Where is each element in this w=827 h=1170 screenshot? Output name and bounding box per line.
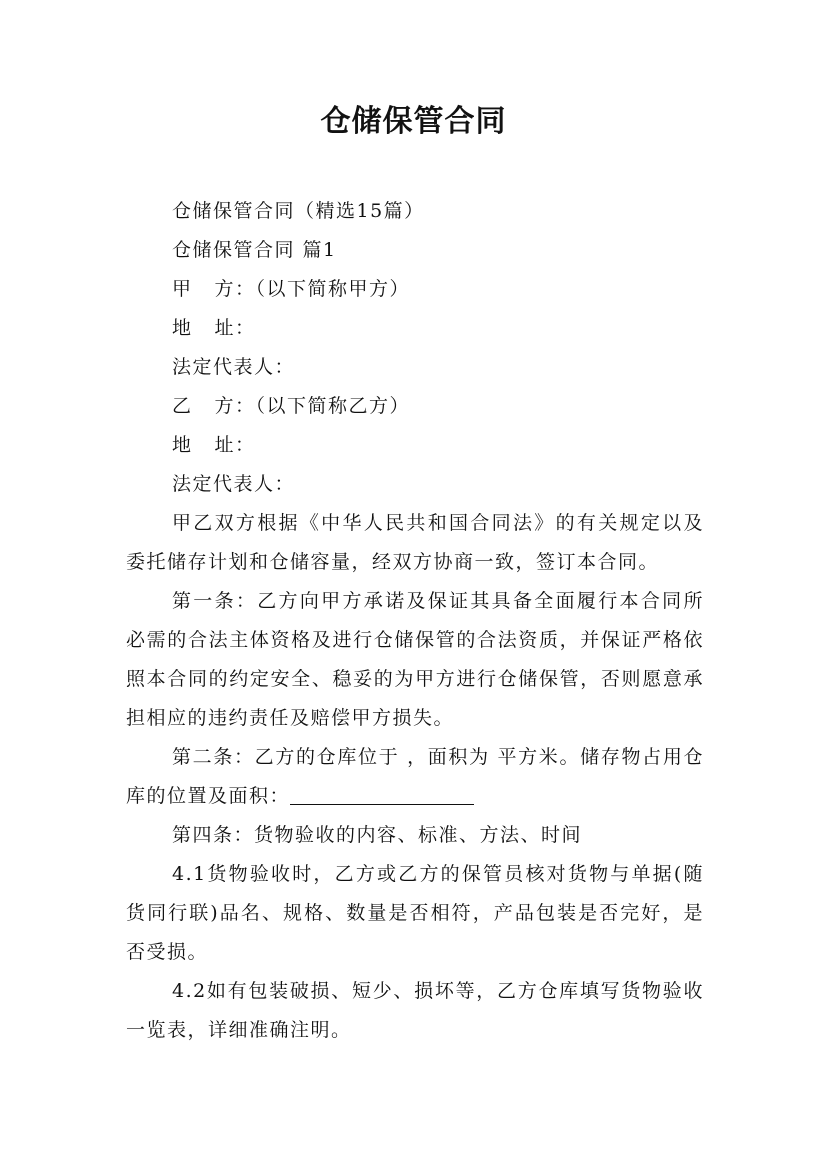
- chapter-line: 仓储保管合同 篇1: [172, 239, 337, 261]
- party-b-address-line: [126, 426, 704, 465]
- party-b-address-label-2: 址：: [214, 434, 256, 456]
- party-b-note: （以下简称乙方）: [255, 395, 411, 417]
- party-a-label-2: 方：: [214, 278, 256, 300]
- party-b-label-1: 乙: [172, 395, 193, 417]
- party-b-representative-line: 法定代表人：: [172, 473, 296, 495]
- document-body: [126, 192, 704, 1050]
- party-a-line: [126, 270, 704, 309]
- party-b-label-2: 方：: [214, 395, 256, 417]
- party-a-address-line: [126, 309, 704, 348]
- party-b-address-label-1: 地: [172, 434, 193, 456]
- party-a-address-label-1: 地: [172, 317, 193, 339]
- article-4-heading: 第四条：货物验收的内容、标准、方法、时间: [172, 824, 583, 846]
- document-title: 仓储保管合同: [320, 104, 507, 139]
- party-a-note: （以下简称甲方）: [255, 278, 411, 300]
- article-2-paragraph: [126, 738, 704, 816]
- article-1-paragraph: 第一条：乙方向甲方承诺及保证其具备全面履行本合同所必需的合法主体资格及进行仓储保管的合法资质，并保证严格依照本合同的约定安全、稳妥的为甲方进行仓储保管，否则愿意承担相应的违约责任及赔偿甲方损失。: [126, 590, 704, 729]
- party-a-representative-line: 法定代表人：: [172, 356, 296, 378]
- party-b-line: [126, 387, 704, 426]
- article-2-text: 第二条：乙方的仓库位于 ，面积为 平方米。储存物占用仓库的位置及面积：: [126, 746, 704, 807]
- clause-4-2-paragraph: 4.2如有包装破损、短少、损坏等，乙方仓库填写货物验收一览表，详细准确注明。: [126, 980, 704, 1041]
- fill-in-blank: [290, 803, 474, 805]
- party-a-label-1: 甲: [172, 278, 193, 300]
- party-a-address-label-2: 址：: [214, 317, 256, 339]
- subtitle-line: 仓储保管合同（精选15篇）: [172, 200, 425, 222]
- clause-4-1-paragraph: 4.1货物验收时，乙方或乙方的保管员核对货物与单据(随货同行联)品名、规格、数量是否相符，产品包装是否完好，是否受损。: [126, 863, 704, 963]
- preamble-paragraph: 甲乙双方根据《中华人民共和国合同法》的有关规定以及委托储存计划和仓储容量，经双方协商一致，签订本合同。: [126, 512, 704, 573]
